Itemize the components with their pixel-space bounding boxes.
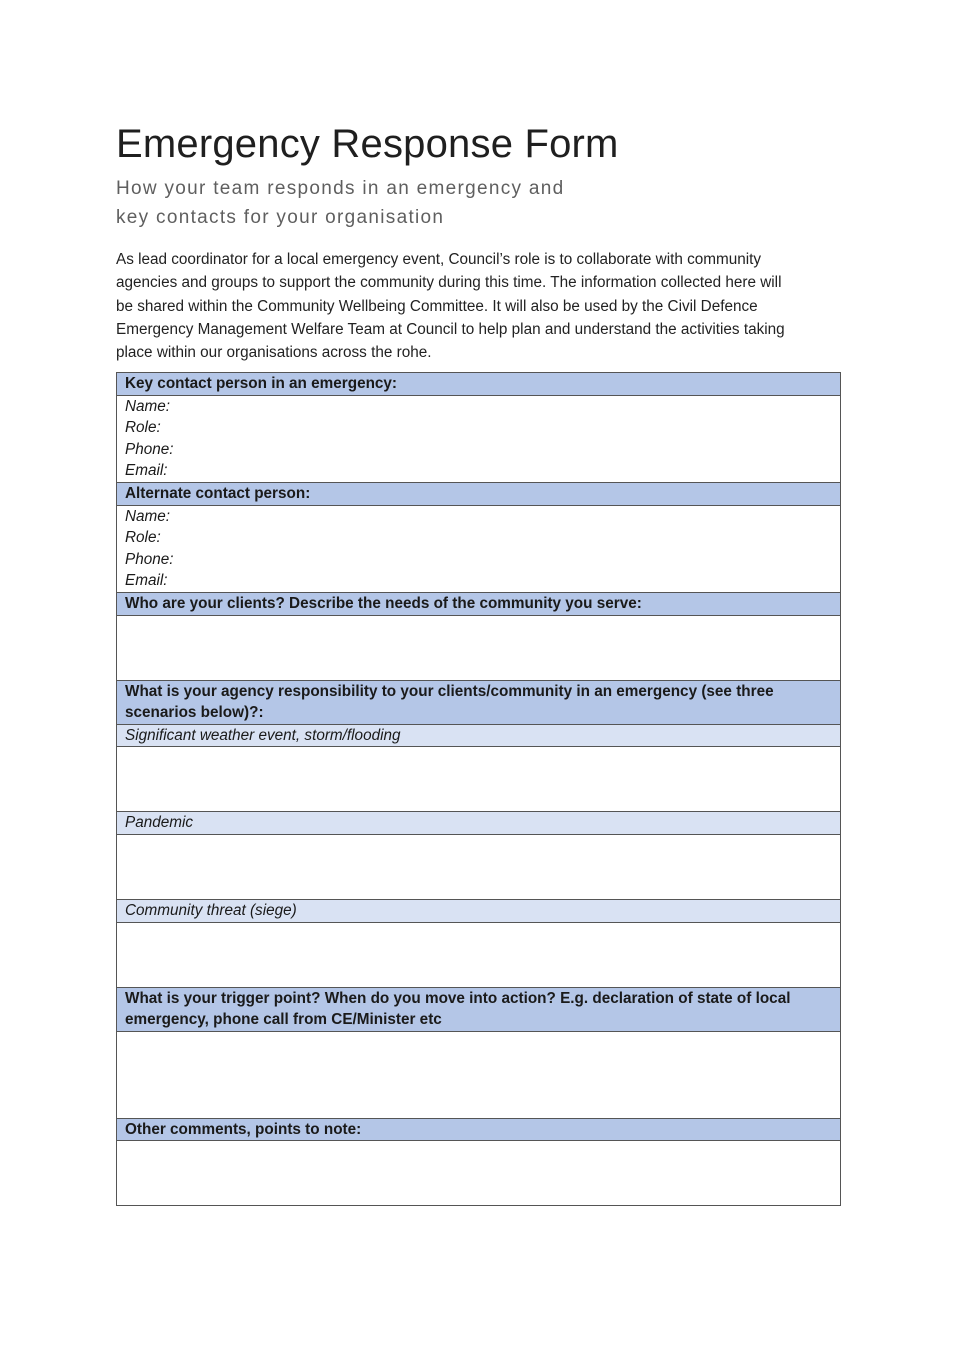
alternate-contact-email-label: Email: [125,572,168,590]
key-contact-email-label: Email: [125,462,168,480]
threat-answer-row [117,922,841,987]
clients-header-row [117,592,841,615]
comments-answer-row [117,1141,841,1206]
trigger-heading-line-2: emergency, phone call from CE/Minister etc [125,1011,442,1029]
clients-answer-row [117,615,841,680]
trigger-heading [117,987,841,1031]
pandemic-scenario-label: Pandemic [117,812,841,835]
clients-heading: Who are your clients? Describe the needs of the community you serve: [117,592,841,615]
page-subtitle [116,174,842,232]
pandemic-answer-row [117,834,841,899]
clients-answer-field[interactable] [117,615,841,680]
key-contact-role-label: Role: [125,419,161,437]
alternate-contact-fields[interactable] [117,505,841,592]
threat-scenario-label: Community threat (siege) [117,899,841,922]
threat-scenario-row [117,899,841,922]
weather-answer-field[interactable] [117,747,841,812]
intro-line: Emergency Management Welfare Team at Council to help plan and understand the activities taking [116,320,785,338]
intro-line: agencies and groups to support the community during this time. The information collected here will [116,274,782,292]
trigger-header-row [117,987,841,1031]
threat-answer-field[interactable] [117,922,841,987]
responsibility-heading-line-2: scenarios below)?: [125,704,264,722]
subtitle-line-1: How your team responds in an emergency and [116,178,565,199]
alternate-contact-fields-row [117,505,841,592]
responsibility-heading-line-1: What is your agency responsibility to your clients/community in an emergency (see three [125,682,774,700]
intro-line: be shared within the Community Wellbeing Committee. It will also be used by the Civil Defence [116,297,758,315]
key-contact-heading: Key contact person in an emergency: [117,373,841,396]
trigger-answer-row [117,1031,841,1118]
emergency-response-table [116,372,841,1206]
intro-paragraph [116,248,842,364]
pandemic-answer-field[interactable] [117,834,841,899]
alternate-contact-phone-label: Phone: [125,550,174,568]
weather-scenario-row [117,724,841,747]
key-contact-phone-label: Phone: [125,440,174,458]
weather-scenario-label: Significant weather event, storm/flooding [117,724,841,747]
key-contact-name-label: Name: [125,397,171,415]
subtitle-line-2: key contacts for your organisation [116,207,445,228]
trigger-heading-line-1: What is your trigger point? When do you move into action? E.g. declaration of state of local [125,989,791,1007]
responsibility-heading [117,680,841,724]
alternate-contact-heading: Alternate contact person: [117,482,841,505]
intro-line: As lead coordinator for a local emergency event, Council’s role is to collaborate with community [116,251,762,268]
intro-line: place within our organisations across the rohe. [116,344,432,362]
document-page [116,118,842,364]
pandemic-scenario-row [117,812,841,835]
key-contact-fields-row [117,395,841,482]
key-contact-fields[interactable] [117,395,841,482]
alternate-contact-role-label: Role: [125,529,161,547]
key-contact-header-row [117,373,841,396]
comments-header-row [117,1118,841,1141]
weather-answer-row [117,747,841,812]
comments-heading: Other comments, points to note: [117,1118,841,1141]
page-title: Emergency Response Form [116,122,619,166]
comments-answer-field[interactable] [117,1141,841,1206]
trigger-answer-field[interactable] [117,1031,841,1118]
alternate-contact-header-row [117,482,841,505]
responsibility-header-row [117,680,841,724]
alternate-contact-name-label: Name: [125,507,171,525]
